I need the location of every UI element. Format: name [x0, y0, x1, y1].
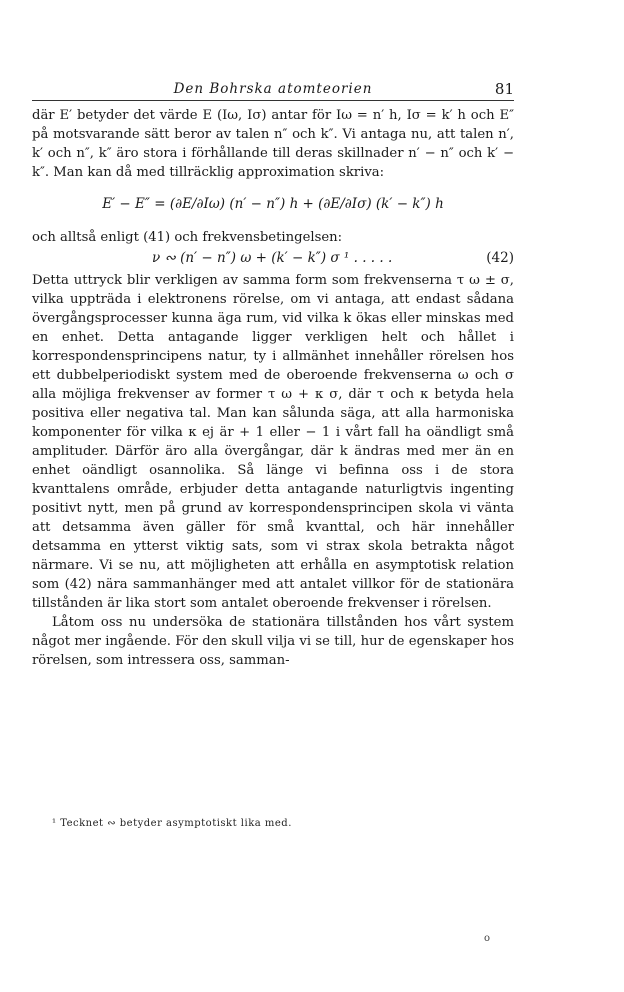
paragraph-3: Detta uttryck blir verkligen av samma form som frekvenserna τ ω ± σ, vilka uppträda i elektronens rörelse, om vi antaga, att endast sådana övergångsprocesser kunna äga rum, vid vilka k ökas eller minskas med en enhet. Detta antagande ligger verkligen helt och hållet i korrespondensprincipens natur, ty i allmänhet innehåller rörelsen hos ett dubbelperiodiskt system med de oberoende frekvenserna ω och σ alla möjliga frekvenser av former τ ω + κ σ, där τ och κ betyda hela positiva eller negativa tal. Man kan sålunda säga, att alla harmoniska komponenter för vilka κ ej är + 1 eller − 1 i vårt fall ha oändligt små amplituder. Därför äro alla övergångar, där k ändras med mer än en enhet oändligt osannolika. Så länge vi befinna oss i de stora kvanttalens område, erbjuder detta antagande naturligtvis ingenting positivt nytt, men på grund av korrespondensprincipen skola vi vänta att detsamma även gäller för små kvanttal, och här innehåller detsamma en ytterst viktig sats, som vi strax skola betrakta något närmare. Vi se nu, att möjligheten att erhålla en asymptotisk relation som (42) nära sammanhänger med att antalet villkor för de stationära tillstånden är lika stort som antalet oberoende frekvenser i rörelsen.: [32, 273, 514, 611]
paragraph-2: och alltså enligt (41) och frekvensbetingelsen:: [32, 230, 343, 245]
formula-energy-difference: E′ − E″ = (∂E/∂Iω) (n′ − n″) h + (∂E/∂Iσ) (k′ − k″) h: [102, 196, 444, 212]
page-mark: o: [484, 933, 491, 944]
footnote: ¹ Tecknet ∾ betyder asymptotiskt lika med.: [52, 818, 292, 829]
equation-number-42: (42): [486, 250, 514, 266]
paragraph-1: där E′ betyder det värde E (Iω, Iσ) antar för Iω = n′ h, Iσ = k′ h och E″ på motsvarande sätt beror av talen n″ och k″. Vi antaga nu, att talen n′, k′ och n″, k″ äro stora i förhållande till deras skillnader n′ − n″ och k′ − k″. Man kan då med tillräcklig approximation skriva:: [32, 108, 514, 180]
running-head-title: Den Bohrska atomteorien: [173, 81, 373, 97]
running-head: [32, 80, 514, 100]
header-rule: [32, 100, 514, 101]
paragraph-4: Låtom oss nu undersöka de stationära tillstånden hos vårt system något mer ingående. För den skull vilja vi se till, hur de egenskaper hos rörelsen, som intressera oss, samman-: [32, 615, 514, 668]
formula-42: [32, 247, 514, 269]
main-text: [32, 106, 514, 670]
page-number: 81: [494, 80, 514, 98]
formula-42-expression: ν ∾ (n′ − n″) ω + (k′ − k″) σ ¹ . . . . .: [152, 250, 393, 266]
